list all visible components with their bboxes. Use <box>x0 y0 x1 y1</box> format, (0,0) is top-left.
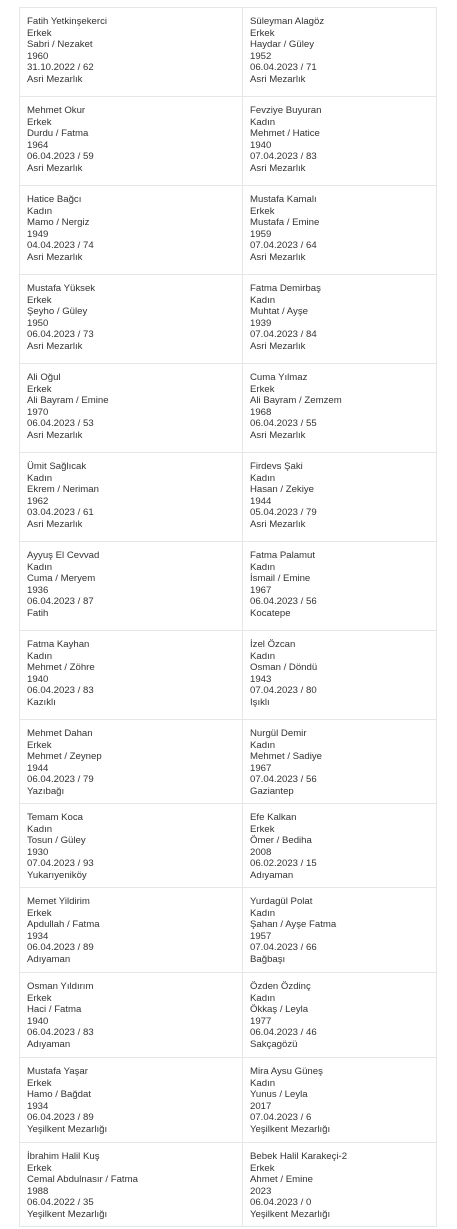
person-birth-year: 2023 <box>250 1185 272 1197</box>
record-cell <box>20 888 243 973</box>
person-name: Mustafa Yaşar <box>27 1066 88 1077</box>
person-parents: Hasan / Zekiye <box>250 484 314 496</box>
person-parents: Hamo / Bağdat <box>27 1089 91 1101</box>
record-cell <box>20 8 243 97</box>
person-gender: Kadın <box>250 472 276 484</box>
record-cell <box>243 186 437 275</box>
person-parents: İsmail / Emine <box>250 573 311 585</box>
table-row <box>20 804 437 888</box>
person-name: Ümit Sağlıcak <box>27 461 87 472</box>
person-gender: Erkek <box>27 27 52 39</box>
person-death-date-age: 07.04.2023 / 84 <box>250 329 317 341</box>
person-parents: Apdullah / Fatma <box>27 919 100 931</box>
person-burial-place: Asri Mezarlık <box>250 162 306 174</box>
person-parents: Durdu / Fatma <box>27 128 89 140</box>
person-burial-place: Adıyaman <box>27 953 71 965</box>
person-parents: Mustafa / Emine <box>250 217 320 229</box>
person-parents: Tosun / Güley <box>27 835 86 847</box>
person-birth-year: 1936 <box>27 584 49 596</box>
record-cell <box>243 1058 437 1143</box>
person-burial-place: Adıyaman <box>27 1038 71 1050</box>
person-death-date-age: 06.04.2023 / 89 <box>27 942 94 954</box>
table-row <box>20 364 437 453</box>
person-parents: Muhtat / Ayşe <box>250 306 308 318</box>
person-name: Bebek Halil Karakeçi-2 <box>250 1151 348 1162</box>
person-birth-year: 1952 <box>250 50 272 62</box>
person-parents: Sabri / Nezaket <box>27 39 93 51</box>
person-birth-year: 1962 <box>27 495 49 507</box>
person-death-date-age: 07.04.2023 / 64 <box>250 240 317 252</box>
record-cell <box>243 275 437 364</box>
person-name: Mehmet Dahan <box>27 728 93 739</box>
person-burial-place: Yukarıyeniköy <box>27 869 87 881</box>
person-death-date-age: 04.04.2023 / 74 <box>27 240 94 252</box>
person-death-date-age: 07.04.2023 / 83 <box>250 151 317 163</box>
person-death-date-age: 06.04.2023 / 46 <box>250 1027 317 1039</box>
person-birth-year: 1968 <box>250 406 272 418</box>
person-gender: Kadın <box>250 907 276 919</box>
person-death-date-age: 06.04.2023 / 71 <box>250 62 317 74</box>
person-death-date-age: 07.04.2023 / 6 <box>250 1112 312 1124</box>
person-death-date-age: 06.04.2023 / 59 <box>27 151 94 163</box>
record-cell <box>243 542 437 631</box>
person-name: Ali Oğul <box>27 372 61 383</box>
person-birth-year: 1959 <box>250 228 272 240</box>
person-burial-place: Yeşilkent Mezarlığı <box>27 1208 108 1220</box>
person-birth-year: 1944 <box>27 762 49 774</box>
record-cell <box>243 453 437 542</box>
person-parents: Haydar / Güley <box>250 39 314 51</box>
person-death-date-age: 06.04.2023 / 53 <box>27 418 94 430</box>
person-parents: Yunus / Leyla <box>250 1089 308 1101</box>
person-death-date-age: 06.04.2023 / 87 <box>27 596 94 608</box>
person-gender: Kadın <box>250 294 276 306</box>
person-death-date-age: 03.04.2023 / 61 <box>27 507 94 519</box>
person-parents: Mehmet / Hatice <box>250 128 320 140</box>
record-cell <box>243 631 437 720</box>
record-cell <box>20 631 243 720</box>
person-birth-year: 1934 <box>27 930 49 942</box>
person-birth-year: 1930 <box>27 846 49 858</box>
person-birth-year: 1977 <box>250 1015 272 1027</box>
person-birth-year: 1967 <box>250 584 272 596</box>
person-name: Nurgül Demir <box>250 728 307 739</box>
person-parents: Ahmet / Emine <box>250 1174 313 1186</box>
person-parents: Mehmet / Zöhre <box>27 662 95 674</box>
person-gender: Erkek <box>27 739 52 751</box>
obituary-table <box>19 7 437 1227</box>
person-burial-place: Asri Mezarlık <box>27 340 83 352</box>
person-birth-year: 1950 <box>27 317 49 329</box>
person-gender: Erkek <box>27 907 52 919</box>
person-gender: Kadın <box>250 1077 276 1089</box>
person-death-date-age: 07.04.2023 / 80 <box>250 685 317 697</box>
person-name: Cuma Yılmaz <box>250 372 308 383</box>
person-name: Temam Koca <box>27 812 83 823</box>
table-row <box>20 1058 437 1143</box>
person-burial-place: Yeşilkent Mezarlığı <box>27 1123 108 1135</box>
person-parents: Ömer / Bediha <box>250 835 312 847</box>
person-name: Efe Kalkan <box>250 812 297 823</box>
record-cell <box>20 453 243 542</box>
person-gender: Erkek <box>27 992 52 1004</box>
table-row <box>20 1143 437 1227</box>
person-birth-year: 1940 <box>27 1015 49 1027</box>
record-cell <box>243 97 437 186</box>
record-cell <box>243 973 437 1058</box>
person-death-date-age: 06.04.2023 / 73 <box>27 329 94 341</box>
person-gender: Erkek <box>250 823 275 835</box>
person-death-date-age: 06.04.2023 / 55 <box>250 418 317 430</box>
table-row <box>20 720 437 804</box>
record-cell <box>243 1143 437 1227</box>
person-death-date-age: 06.04.2023 / 83 <box>27 685 94 697</box>
person-name: Fevziye Buyuran <box>250 105 322 116</box>
record-cell <box>243 720 437 804</box>
record-cell <box>20 364 243 453</box>
person-death-date-age: 06.04.2023 / 89 <box>27 1112 94 1124</box>
person-name: İzel Özcan <box>250 639 296 650</box>
person-name: Hatice Bağcı <box>27 194 82 205</box>
person-name: Fatma Palamut <box>250 550 316 561</box>
record-cell <box>20 973 243 1058</box>
person-burial-place: Kazıklı <box>27 696 56 708</box>
table-row <box>20 888 437 973</box>
person-death-date-age: 05.04.2023 / 79 <box>250 507 317 519</box>
person-name: Ayyuş El Cevvad <box>27 550 100 561</box>
person-parents: Ali Bayram / Emine <box>27 395 109 407</box>
person-gender: Kadın <box>250 116 276 128</box>
person-burial-place: Asri Mezarlık <box>27 518 83 530</box>
person-birth-year: 1949 <box>27 228 49 240</box>
person-gender: Kadın <box>27 823 53 835</box>
person-parents: Ökkaş / Leyla <box>250 1004 309 1016</box>
record-cell <box>20 720 243 804</box>
person-burial-place: Sakçagözü <box>250 1038 298 1050</box>
person-name: Mustafa Yüksek <box>27 283 96 294</box>
person-gender: Erkek <box>27 1162 52 1174</box>
person-gender: Erkek <box>250 1162 275 1174</box>
person-gender: Erkek <box>27 383 52 395</box>
person-birth-year: 1967 <box>250 762 272 774</box>
person-death-date-age: 31.10.2022 / 62 <box>27 62 94 74</box>
person-parents: Cemal Abdulnasır / Fatma <box>27 1174 138 1186</box>
person-name: Mira Aysu Güneş <box>250 1066 323 1077</box>
person-death-date-age: 06.04.2023 / 0 <box>250 1197 312 1209</box>
record-cell <box>20 1143 243 1227</box>
person-name: Mustafa Kamalı <box>250 194 317 205</box>
table-row <box>20 973 437 1058</box>
table-row <box>20 8 437 97</box>
person-birth-year: 1939 <box>250 317 272 329</box>
person-birth-year: 1988 <box>27 1185 49 1197</box>
person-burial-place: Adıyaman <box>250 869 294 881</box>
person-burial-place: Asri Mezarlık <box>27 162 83 174</box>
person-birth-year: 1970 <box>27 406 49 418</box>
person-name: Osman Yıldırım <box>27 981 94 992</box>
person-name: Özden Özdinç <box>250 981 311 992</box>
person-name: Yurdagül Polat <box>250 896 313 907</box>
person-gender: Erkek <box>27 294 52 306</box>
person-death-date-age: 07.04.2023 / 93 <box>27 858 94 870</box>
person-parents: Osman / Döndü <box>250 662 318 674</box>
person-death-date-age: 06.04.2022 / 35 <box>27 1197 94 1209</box>
person-burial-place: Kocatepe <box>250 607 291 619</box>
record-cell <box>20 542 243 631</box>
record-cell <box>20 275 243 364</box>
table-row <box>20 275 437 364</box>
record-cell <box>20 97 243 186</box>
table-row <box>20 542 437 631</box>
person-parents: Mehmet / Sadiye <box>250 751 322 763</box>
person-parents: Ekrem / Neriman <box>27 484 99 496</box>
table-row <box>20 453 437 542</box>
person-burial-place: Gaziantep <box>250 785 294 797</box>
person-burial-place: Yeşilkent Mezarlığı <box>250 1208 331 1220</box>
person-gender: Kadın <box>27 472 53 484</box>
person-parents: Cuma / Meryem <box>27 573 96 585</box>
person-burial-place: Işıklı <box>250 696 270 708</box>
person-name: Fatma Kayhan <box>27 639 90 650</box>
person-birth-year: 1944 <box>250 495 272 507</box>
person-birth-year: 1940 <box>27 673 49 685</box>
person-name: Fatih Yetkinşekerci <box>27 16 107 27</box>
person-death-date-age: 06.04.2023 / 56 <box>250 596 317 608</box>
record-cell <box>243 804 437 888</box>
record-cell <box>243 8 437 97</box>
person-gender: Kadın <box>27 650 53 662</box>
person-gender: Kadın <box>27 561 53 573</box>
person-name: Memet Yildirim <box>27 896 90 907</box>
person-burial-place: Asri Mezarlık <box>250 429 306 441</box>
person-birth-year: 1960 <box>27 50 49 62</box>
person-burial-place: Asri Mezarlık <box>250 340 306 352</box>
person-name: Fatma Demirbaş <box>250 283 321 294</box>
record-cell <box>243 364 437 453</box>
person-burial-place: Asri Mezarlık <box>27 429 83 441</box>
person-gender: Kadın <box>250 561 276 573</box>
person-parents: Mehmet / Zeynep <box>27 751 102 763</box>
person-birth-year: 1943 <box>250 673 272 685</box>
person-burial-place: Asri Mezarlık <box>250 518 306 530</box>
person-gender: Kadın <box>250 650 276 662</box>
person-parents: Şeyho / Güley <box>27 306 88 318</box>
person-birth-year: 1957 <box>250 930 272 942</box>
table-row <box>20 97 437 186</box>
table-row <box>20 186 437 275</box>
person-gender: Erkek <box>250 205 275 217</box>
person-name: İbrahim Halil Kuş <box>27 1151 100 1162</box>
person-death-date-age: 06.04.2023 / 83 <box>27 1027 94 1039</box>
person-burial-place: Asri Mezarlık <box>250 251 306 263</box>
obituary-table-body <box>20 8 437 1227</box>
person-birth-year: 2008 <box>250 846 272 858</box>
table-row <box>20 631 437 720</box>
person-gender: Erkek <box>27 1077 52 1089</box>
person-burial-place: Bağbaşı <box>250 953 286 965</box>
person-parents: Ali Bayram / Zemzem <box>250 395 342 407</box>
person-burial-place: Yeşilkent Mezarlığı <box>250 1123 331 1135</box>
person-birth-year: 1934 <box>27 1100 49 1112</box>
person-death-date-age: 07.04.2023 / 56 <box>250 774 317 786</box>
person-burial-place: Yazıbağı <box>27 785 65 797</box>
person-name: Mehmet Okur <box>27 105 86 116</box>
person-parents: Şahan / Ayşe Fatma <box>250 919 337 931</box>
person-gender: Kadın <box>27 205 53 217</box>
person-parents: Mamo / Nergiz <box>27 217 90 229</box>
person-gender: Kadın <box>250 739 276 751</box>
person-name: Süleyman Alagöz <box>250 16 325 27</box>
person-burial-place: Asri Mezarlık <box>250 73 306 85</box>
person-parents: Haci / Fatma <box>27 1004 82 1016</box>
person-birth-year: 1940 <box>250 139 272 151</box>
person-birth-year: 2017 <box>250 1100 272 1112</box>
person-gender: Erkek <box>250 27 275 39</box>
person-death-date-age: 07.04.2023 / 66 <box>250 942 317 954</box>
person-gender: Erkek <box>250 383 275 395</box>
person-burial-place: Asri Mezarlık <box>27 73 83 85</box>
person-death-date-age: 06.02.2023 / 15 <box>250 858 317 870</box>
person-death-date-age: 06.04.2023 / 79 <box>27 774 94 786</box>
record-cell <box>20 804 243 888</box>
person-name: Firdevs Şaki <box>250 461 303 472</box>
record-cell <box>20 1058 243 1143</box>
record-cell <box>20 186 243 275</box>
person-burial-place: Asri Mezarlık <box>27 251 83 263</box>
person-gender: Erkek <box>27 116 52 128</box>
person-gender: Kadın <box>250 992 276 1004</box>
person-birth-year: 1964 <box>27 139 49 151</box>
person-burial-place: Fatih <box>27 607 49 619</box>
record-cell <box>243 888 437 973</box>
